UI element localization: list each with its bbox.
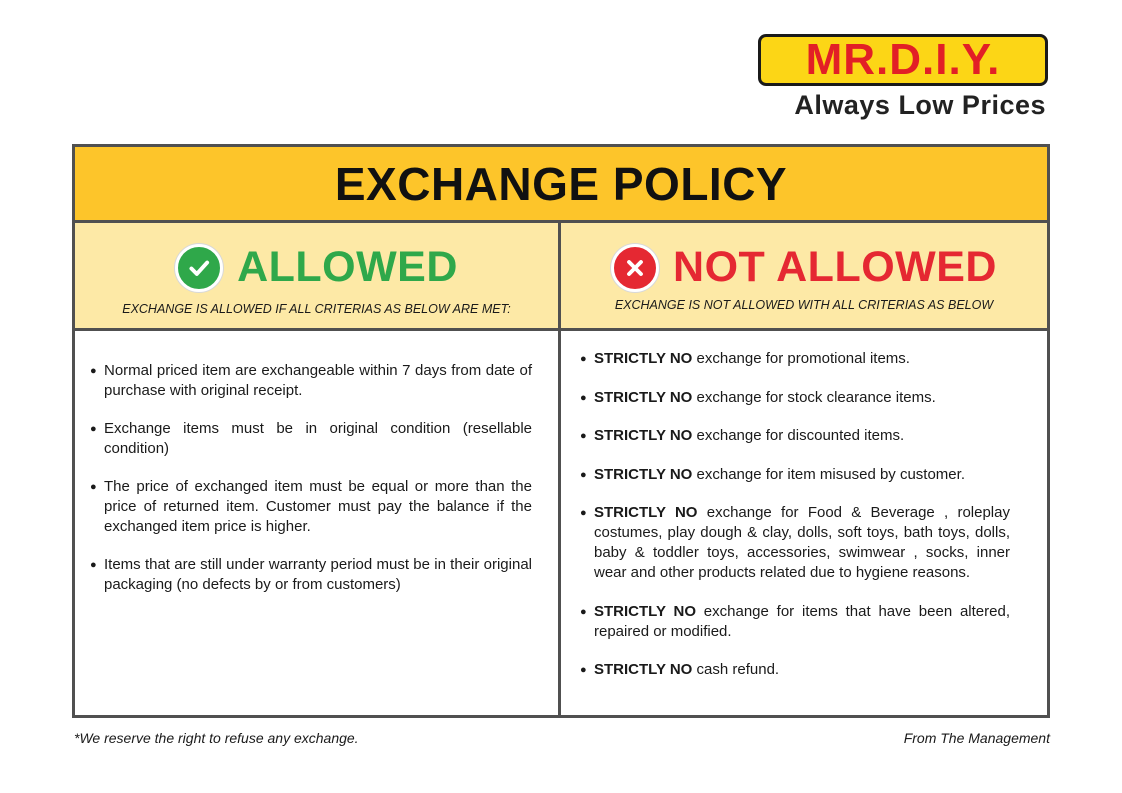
allowed-header [75,223,561,331]
list-item: ● The price of exchanged item must be equal or more than the price of returned item. Customer must pay the balance if the exchanged item price is higher. [104,477,532,537]
footer-disclaimer: *We reserve the right to refuse any exchange. [74,730,359,746]
not-allowed-label: NOT ALLOWED [673,243,997,291]
list-item-text: exchange for stock clearance items. [692,388,936,406]
brand-logo [758,30,1048,124]
not-allowed-criteria [561,331,1047,715]
list-item [594,388,1010,408]
list-item [594,349,1010,369]
list-item-text: exchange for items that have been altered, repaired or modified. [594,602,1010,640]
list-item: ● Normal priced item are exchangeable within 7 days from date of purchase with original receipt. [104,361,532,401]
strictly-no-label: STRICTLY NO [594,602,696,620]
list-item-text: exchange for promotional items. [692,350,910,367]
strictly-no-label: STRICTLY NO [594,504,698,521]
list-item [594,426,1010,446]
strictly-no-label: STRICTLY NO [594,661,693,678]
list-item: ● Exchange items must be in original condition (resellable condition) [104,419,532,459]
page-title: EXCHANGE POLICY [334,157,788,210]
check-circle-icon [175,244,223,292]
list-item [594,602,1010,642]
logo-tagline: Always Low Prices [794,90,1046,120]
not-allowed-header [561,223,1047,331]
not-allowed-note: EXCHANGE IS NOT ALLOWED WITH ALL CRITERIAS AS BELOW [614,298,994,312]
allowed-criteria [75,331,561,715]
not-allowed-list [594,349,1010,699]
strictly-no-label: STRICTLY NO [594,465,693,483]
list-item-text: exchange for item misused by customer. [692,465,965,483]
strictly-no-label: STRICTLY NO [594,388,693,406]
title-bar [75,147,1047,223]
list-item-text: cash refund. [692,661,780,678]
policy-table [72,144,1050,718]
strictly-no-label: STRICTLY NO [594,427,693,444]
list-item-text: exchange for Food & Beverage , roleplay costumes, play dough & clay, dolls, soft toys, bath toys, dolls, baby & toddler toys, accessories, swimwear , socks, inner wear and other products related due to hygiene reasons. [594,504,1010,581]
allowed-note: EXCHANGE IS ALLOWED IF ALL CRITERIAS AS BELOW ARE MET: [122,302,511,316]
list-item-text: exchange for discounted items. [692,427,905,444]
strictly-no-label: STRICTLY NO [594,350,693,367]
list-item: ● Items that are still under warranty period must be in their original packaging (no defects by or from customers) [104,555,532,595]
footer-signoff: From The Management [903,730,1050,746]
list-item [594,465,1010,485]
allowed-label: ALLOWED [237,243,458,291]
allowed-list [104,361,532,613]
logo-brand-text: MR.D.I.Y. [758,34,1048,86]
list-item [594,660,1010,680]
x-circle-icon [611,244,659,292]
list-item [594,503,1010,583]
